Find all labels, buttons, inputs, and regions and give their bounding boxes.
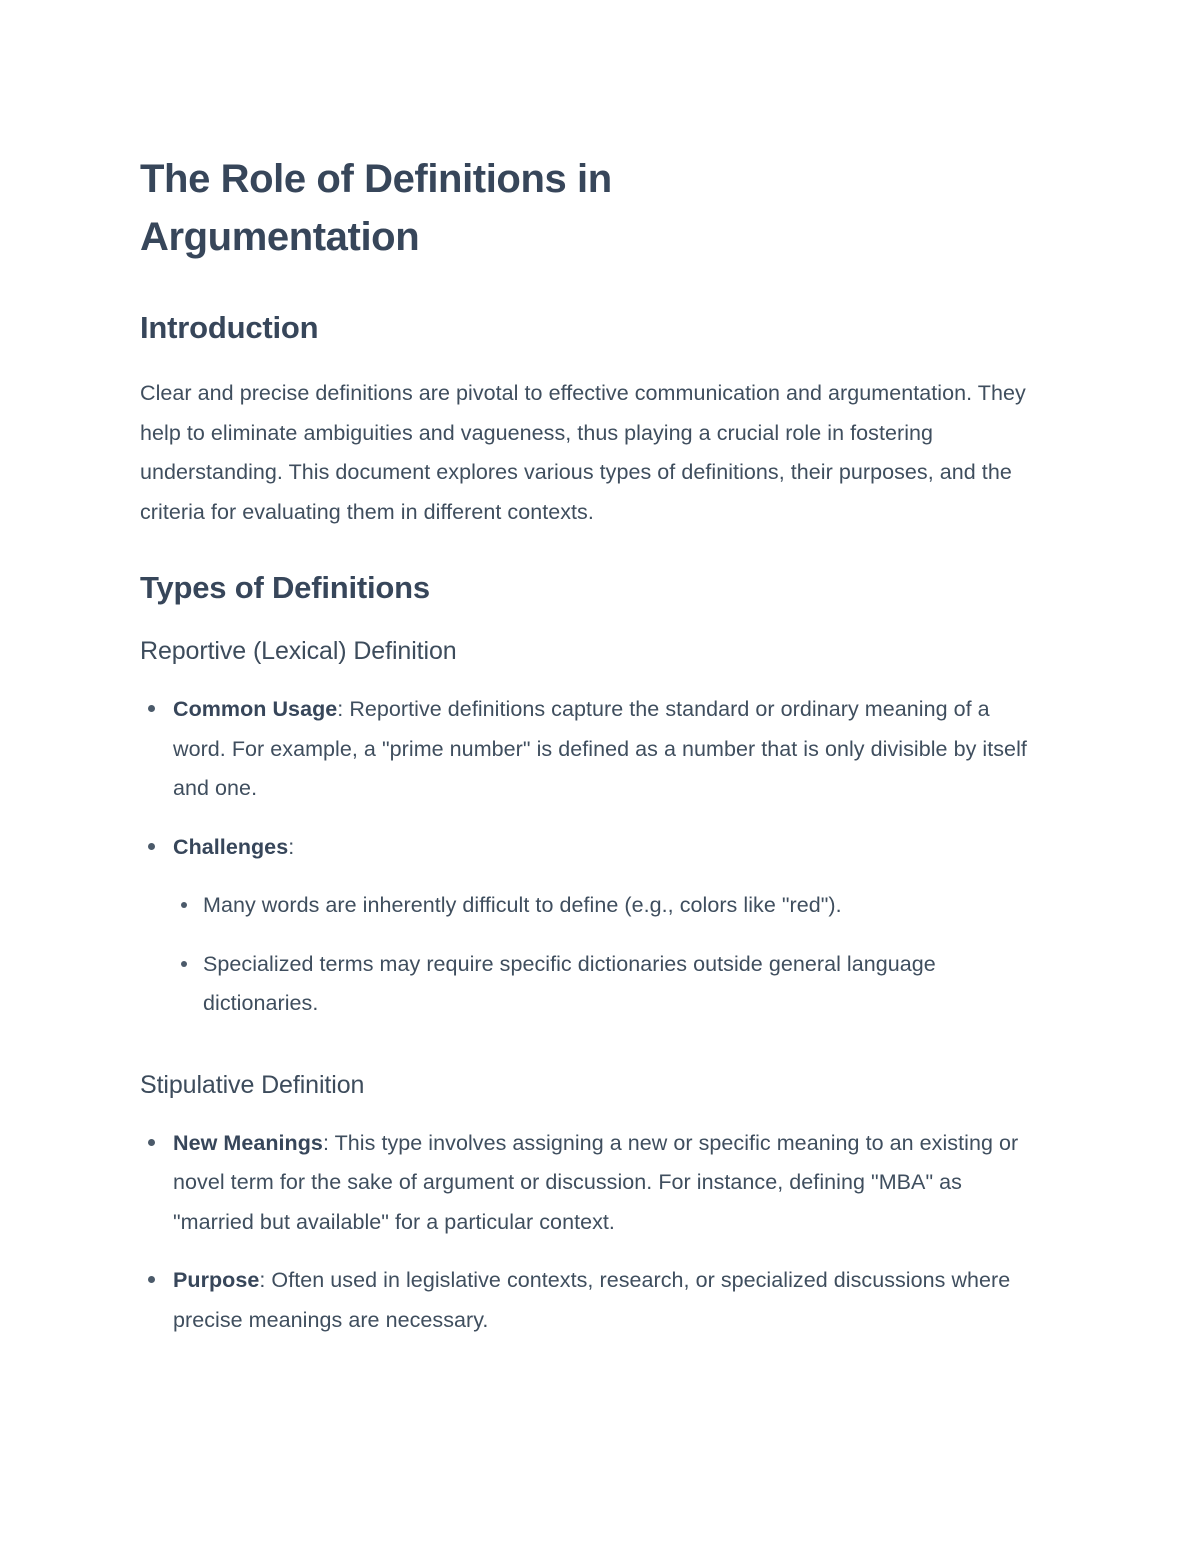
bullet-icon <box>181 961 187 967</box>
list-item-body: Often used in legislative contexts, research, or specialized discussions where precise meanings are necessary. <box>173 1268 1011 1332</box>
list-item-body: Reportive definitions capture the standard or ordinary meaning of a word. For example, a "prime number" is defined as a number that is only divisible by itself and one. <box>173 697 1027 800</box>
list-item-lead: Challenges <box>173 834 289 859</box>
list-item <box>140 828 1045 1024</box>
list-item <box>173 945 1045 1024</box>
introduction-paragraph: Clear and precise definitions are pivotal to effective communication and argumentation. They help to eliminate ambiguities and vagueness, thus playing a crucial role in fostering understanding. This document explores various types of definitions, their purposes, and the criteria for evaluating them in different contexts. <box>140 381 1026 524</box>
list-stipulative-definition <box>140 1124 1045 1341</box>
page-title: The Role of Definitions in Argumentation <box>140 157 612 259</box>
heading-stipulative-definition: Stipulative Definition <box>140 1070 365 1099</box>
list-item-separator: : <box>322 1130 335 1155</box>
list-item <box>140 1124 1045 1243</box>
list-item <box>140 1261 1045 1340</box>
list-item-separator: : <box>288 834 295 859</box>
list-item-body: This type involves assigning a new or specific meaning to an existing or novel term for the sake of argument or discussion. For instance, defining "MBA" as "married but available" for a particular context. <box>173 1130 1019 1234</box>
list-item-body: Specialized terms may require specific dictionaries outside general language dictionaries. <box>203 951 936 1015</box>
bullet-icon <box>148 843 155 850</box>
sublist-challenges <box>173 886 1045 1024</box>
list-item <box>140 690 1045 809</box>
bullet-icon <box>181 902 187 908</box>
heading-types-of-definitions: Types of Definitions <box>140 570 430 605</box>
list-item-separator: : <box>337 697 350 721</box>
list-reportive-definition <box>140 690 1045 1024</box>
section-introduction <box>140 308 1045 532</box>
section-types-of-definitions <box>140 568 1045 1340</box>
list-item-lead: Purpose <box>173 1268 260 1292</box>
heading-introduction: Introduction <box>140 310 319 345</box>
list-item-lead: Common Usage <box>173 697 338 721</box>
heading-reportive-definition: Reportive (Lexical) Definition <box>140 637 457 665</box>
list-item-body: Many words are inherently difficult to define (e.g., colors like "red"). <box>203 893 842 917</box>
list-item-separator: : <box>259 1268 272 1292</box>
bullet-icon <box>148 1139 155 1146</box>
bullet-icon <box>148 1276 155 1283</box>
list-item-lead: New Meanings <box>173 1130 323 1155</box>
list-item <box>173 886 1045 926</box>
bullet-icon <box>148 705 155 712</box>
